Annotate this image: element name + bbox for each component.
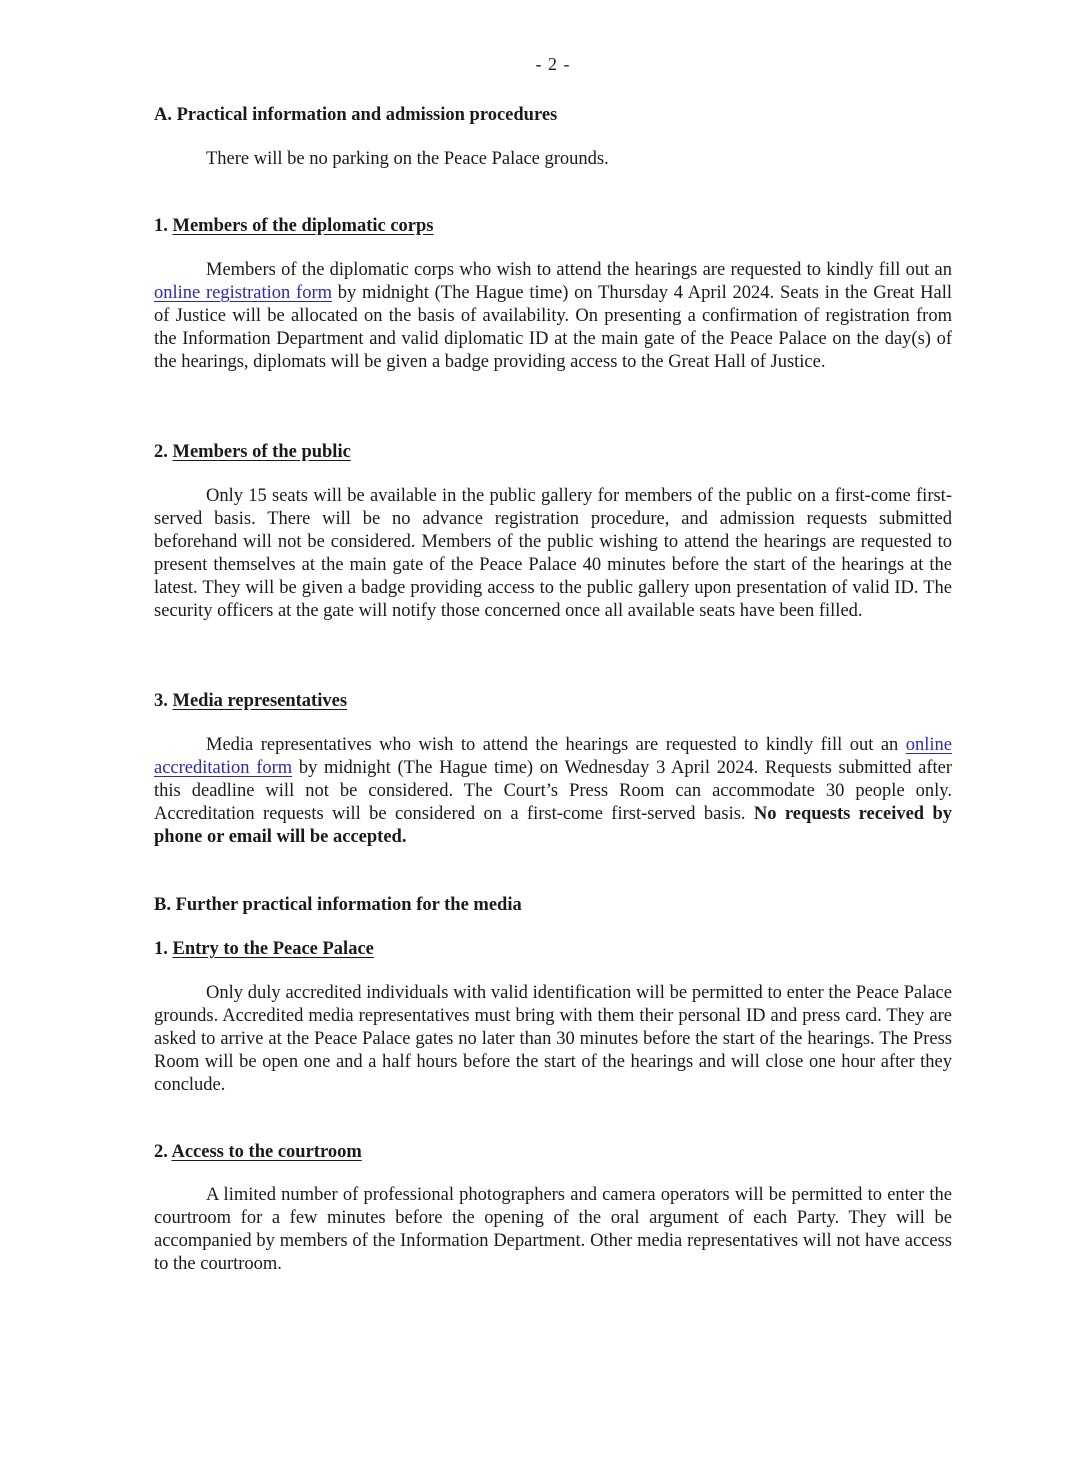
subheading-number: 2. bbox=[154, 1142, 168, 1162]
subheading-number: 2. bbox=[154, 442, 168, 462]
page-number: - 2 - bbox=[535, 54, 571, 74]
paragraph-text: by midnight (The Hague time) on Wednesday 3 April 2024. Requests submitted after this deadline will not be considered. The Court’s Press Room can accommodate 30 people only. Accreditation requests will be considered on a first-come first-served basis. bbox=[154, 758, 952, 824]
online-registration-form-link[interactable]: online registration form bbox=[154, 283, 332, 303]
subheading-diplomatic-corps bbox=[154, 214, 434, 238]
subheading-title: Media representatives bbox=[172, 691, 348, 711]
paragraph-members-of-public: Only 15 seats will be available in the public gallery for members of the public on a first-come first-served basis. There will be no advance registration procedure, and admission requests submitted beforehand will not be considered. Members of the public wishing to attend the hearings are requested to present themselves at the main gate of the Peace Palace 40 minutes before the start of the hearings at the latest. They will be given a badge providing access to the public gallery upon presentation of valid ID. The security officers at the gate will notify those concerned once all available seats have been filled. bbox=[154, 486, 952, 621]
subheading-title: Entry to the Peace Palace bbox=[172, 939, 374, 959]
subheading-access-courtroom bbox=[154, 1140, 362, 1164]
paragraph-text: Media representatives who wish to attend the hearings are requested to kindly fill out an bbox=[206, 735, 906, 755]
subheading-title: Members of the public bbox=[172, 442, 351, 462]
subheading-number: 3. bbox=[154, 691, 168, 711]
paragraph-media-representatives bbox=[154, 734, 952, 849]
subheading-title: Access to the courtroom bbox=[171, 1142, 362, 1162]
subheading-number: 1. bbox=[154, 216, 168, 236]
online-accreditation-form-link[interactable]: online accreditation form bbox=[154, 735, 952, 778]
paragraph-text: by midnight (The Hague time) on Thursday 4 April 2024. Seats in the Great Hall of Justice will be allocated on the basis of availability. On presenting a confirmation of registration from the Information Department and valid diplomatic ID at the main gate of the Peace Palace on the day(s) of the hearings, diplomats will be given a badge providing access to the Great Hall of Justice. bbox=[154, 283, 952, 372]
warning-text: No requests received by phone or email will be accepted. bbox=[154, 804, 952, 847]
paragraph-text: Members of the diplomatic corps who wish to attend the hearings are requested to kindly fill out an bbox=[206, 260, 952, 280]
paragraph-entry-peace-palace: Only duly accredited individuals with valid identification will be permitted to enter the Peace Palace grounds. Accredited media representatives must bring with them their personal ID and press card. They are asked to arrive at the Peace Palace gates no later than 30 minutes before the start of the hearings. The Press Room will be open one and a half hours before the start of the hearings and will close one hour after they conclude. bbox=[154, 983, 952, 1095]
subheading-title: Members of the diplomatic corps bbox=[172, 216, 434, 236]
paragraph-access-courtroom: A limited number of professional photographers and camera operators will be permitted to enter the courtroom for a few minutes before the opening of the oral argument of each Party. They will be accompanied by members of the Information Department. Other media representatives will not have access to the courtroom. bbox=[154, 1185, 952, 1274]
subheading-members-of-public bbox=[154, 440, 351, 464]
paragraph-diplomatic-corps bbox=[154, 259, 952, 374]
section-a-intro: There will be no parking on the Peace Palace grounds. bbox=[206, 149, 609, 169]
subheading-media-representatives bbox=[154, 689, 347, 713]
section-a-heading: A. Practical information and admission procedures bbox=[154, 105, 558, 125]
section-b-heading: B. Further practical information for the media bbox=[154, 895, 522, 915]
subheading-number: 1. bbox=[154, 939, 168, 959]
subheading-entry-peace-palace bbox=[154, 937, 374, 961]
